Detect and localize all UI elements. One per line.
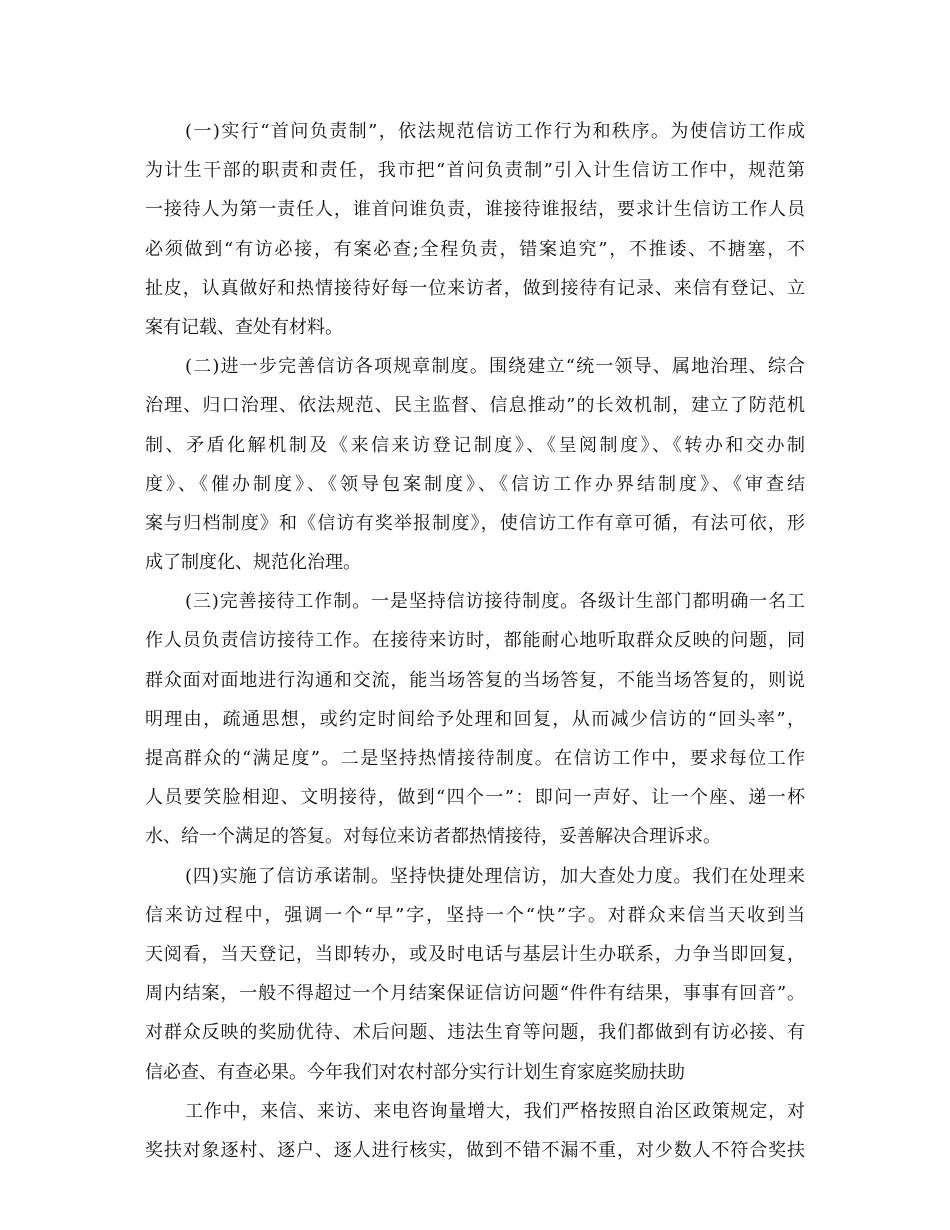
paragraph-5: [145, 1092, 805, 1170]
text-line: 一接待人为第一责任人，谁首问谁负责，谁接待谁报结，要求计生信访工作人员: [145, 199, 805, 221]
text-line: (二)进一步完善信访各项规章制度。围绕建立“统一领导、属地治理、综合: [185, 356, 805, 378]
paragraph-3: [145, 582, 805, 856]
text-line: 案与归档制度》和《信访有奖举报制度》，使信访工作有章可循，有法可依，形: [145, 512, 805, 534]
text-line: 扯皮，认真做好和热情接待好每一位来访者，做到接待有记录、来信有登记、立: [145, 277, 805, 299]
text-line: 明理由，疏通思想，或约定时间给予处理和回复，从而减少信访的“回头率”，: [145, 708, 805, 730]
text-line: 信来访过程中，强调一个“早”字，坚持一个“快”字。对群众来信当天收到当: [145, 904, 805, 926]
document-body: [145, 112, 805, 1170]
text-line: 提高群众的“满足度”。二是坚持热情接待制度。在信访工作中，要求每位工作: [145, 748, 805, 769]
text-line: 为计生干部的职责和责任，我市把“首问负责制”引入计生信访工作中，规范第: [145, 160, 805, 182]
text-line: 天阅看，当天登记，当即转办，或及时电话与基层计生办联系，力争当即回复，: [145, 943, 805, 965]
text-line: 必须做到“有访必接，有案必查;全程负责，错案追究”，不推诿、不搪塞，不: [145, 238, 805, 260]
text-line: 制、矛盾化解机制及《来信来访登记制度》、《呈阅制度》、《转办和交办制: [145, 434, 805, 456]
text-line: 奖扶对象逐村、逐户、逐人进行核实，做到不错不漏不重，对少数人不符合奖扶: [145, 1139, 805, 1161]
paragraph-2: [145, 347, 805, 582]
text-line: 周内结案，一般不得超过一个月结案保证信访问题“件件有结果，事事有回音”。: [145, 983, 805, 1005]
text-line: 度》、《催办制度》、《领导包案制度》、《信访工作办界结制度》、《审查结: [145, 473, 805, 495]
text-line: 案有记载、查处有材料。: [145, 316, 343, 338]
paragraph-4: [145, 857, 805, 1092]
paragraph-1: [145, 112, 805, 347]
text-line: (三)完善接待工作制。一是坚持信访接待制度。各级计生部门都明确一名工: [185, 591, 805, 613]
text-line: 水、给一个满足的答复。对每位来访者都热情接待，妥善解决合理诉求。: [145, 826, 721, 848]
text-line: 对群众反映的奖励优待、术后问题、违法生育等问题，我们都做到有访必接、有: [145, 1022, 805, 1044]
text-line: 人员要笑脸相迎、文明接待，做到“四个一”：即问一声好、让一个座、递一杯: [145, 787, 805, 809]
text-line: 群众面对面地进行沟通和交流，能当场答复的当场答复，不能当场答复的，则说: [145, 669, 805, 691]
text-line: (一)实行“首问负责制”，依法规范信访工作行为和秩序。为使信访工作成: [185, 121, 805, 142]
text-line: 信必查、有查必果。今年我们对农村部分实行计划生育家庭奖励扶助: [145, 1061, 685, 1083]
text-line: 工作中，来信、来访、来电咨询量增大，我们严格按照自治区政策规定，对: [185, 1100, 805, 1122]
text-line: 治理、归口治理、依法规范、民主监督、信息推动”的长效机制，建立了防范机: [145, 395, 805, 417]
text-line: 成了制度化、规范化治理。: [145, 552, 361, 574]
text-line: (四)实施了信访承诺制。坚持快捷处理信访，加大查处力度。我们在处理来: [185, 865, 805, 887]
text-line: 作人员负责信访接待工作。在接待来访时，都能耐心地听取群众反映的问题，同: [145, 630, 805, 652]
